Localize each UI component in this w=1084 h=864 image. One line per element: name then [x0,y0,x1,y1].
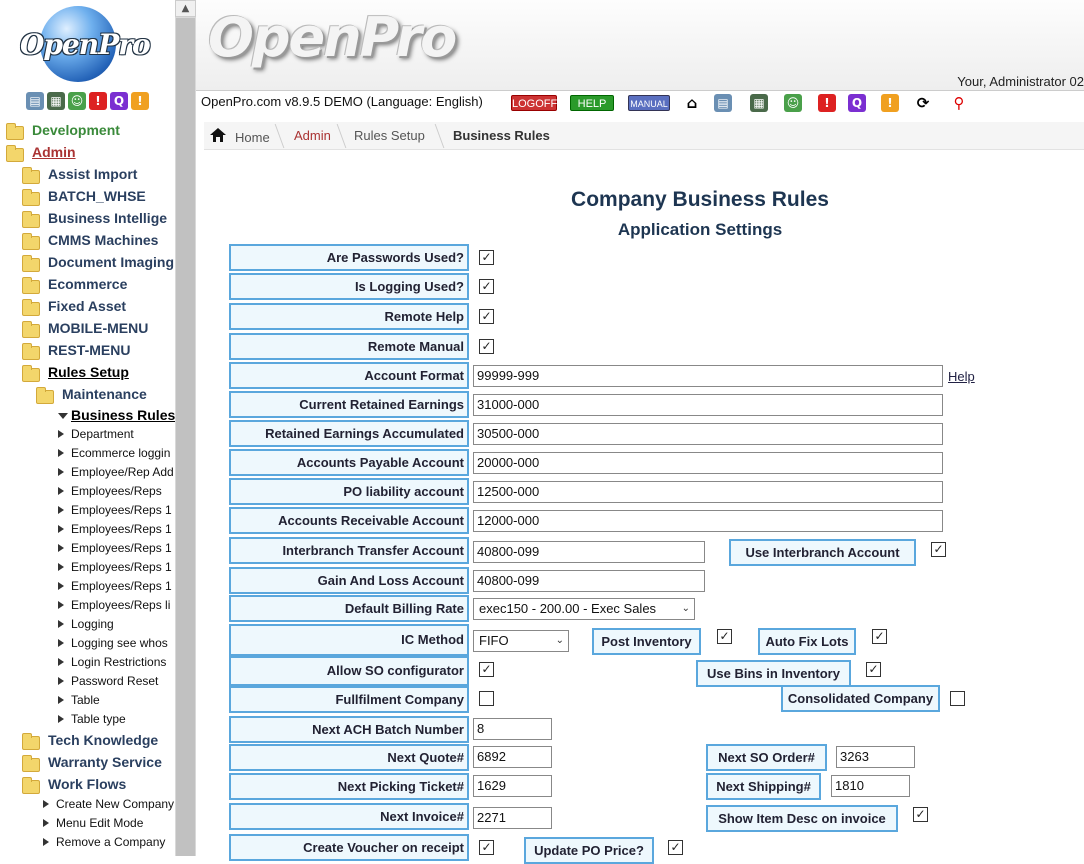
next-shipping-input[interactable]: 1810 [831,775,910,797]
menu-item[interactable] [0,298,175,320]
header-brand: OpenPro [208,6,456,69]
checkbox-post-inventory[interactable]: ✓ [717,629,732,644]
caret-right-icon [58,506,64,514]
label-update-po-price: Update PO Price? [524,837,654,864]
menu-item-label: Logging see whos [71,636,168,650]
label-next-so-order: Next SO Order# [706,744,827,771]
checkbox-consolidated-company[interactable] [950,691,965,706]
folder-icon [22,214,40,228]
caret-right-icon [58,601,64,609]
next-quote-input[interactable]: 6892 [473,746,552,768]
ic-method-value: FIFO [479,633,509,648]
crumb-current: Business Rules [453,128,550,143]
caret-right-icon [58,449,64,457]
menu-item[interactable] [0,276,175,298]
checkbox-create-voucher[interactable]: ✓ [479,840,494,855]
label-auto-fix-lots: Auto Fix Lots [758,628,856,655]
sidebar-scrollbar[interactable] [175,0,196,856]
menu-item-label: Work Flows [48,776,127,792]
menu-tree [0,120,175,856]
header [196,0,1084,90]
billing-rate-value: exec150 - 200.00 - Exec Sales [479,601,657,616]
label-passwords-used: Are Passwords Used? [229,244,469,271]
menu-item-label: Employees/Reps [71,484,162,498]
next-ach-input[interactable]: 8 [473,718,552,740]
menu-item[interactable] [0,754,175,776]
menu-item-label: Employees/Reps 1 [71,560,172,574]
label-next-shipping: Next Shipping# [706,773,821,800]
sidebar [0,0,196,856]
caret-right-icon [58,430,64,438]
caret-right-icon [58,639,64,647]
label-next-picking-ticket: Next Picking Ticket# [229,773,469,800]
help-link[interactable]: Help [948,369,975,384]
checkbox-remote-help[interactable]: ✓ [479,309,494,324]
menu-item[interactable] [0,320,175,342]
label-current-retained-earnings: Current Retained Earnings [229,391,469,418]
crumb-separator [426,124,445,148]
folder-icon [22,346,40,360]
menu-item-label: Create New Company [56,797,175,811]
label-use-interbranch: Use Interbranch Account [729,539,916,566]
next-so-order-input[interactable]: 3263 [836,746,915,768]
caret-right-icon [43,800,49,808]
calculator-icon[interactable]: ▦ [47,92,65,110]
toolbar [196,90,1084,114]
alert-icon[interactable]: ! [818,94,836,112]
folder-icon [22,780,40,794]
caret-right-icon [58,487,64,495]
menu-item-label: Employees/Reps 1 [71,522,172,536]
caret-right-icon [58,563,64,571]
caret-down-icon [58,413,68,419]
menu-item[interactable] [0,210,175,232]
menu-item-label: Maintenance [62,386,147,402]
page-subtitle: Application Settings [617,220,783,239]
menu-item-label: Employees/Reps li [71,598,171,612]
default-billing-rate-select[interactable] [473,598,695,620]
main-content [196,0,1084,856]
folder-icon [22,302,40,316]
logoff-button[interactable]: LOGOFF [511,95,557,111]
menu-item-label: MOBILE-MENU [48,320,149,336]
caret-right-icon [58,525,64,533]
caret-right-icon [43,838,49,846]
folder-icon [22,170,40,184]
checkbox-use-interbranch[interactable]: ✓ [931,542,946,557]
menu-item-label: Menu Edit Mode [56,816,144,830]
alert-icon[interactable]: ! [89,92,107,110]
crumb-home[interactable]: Home [235,130,270,145]
menu-item-label: Fixed Asset [48,298,127,314]
folder-icon [22,192,40,206]
checkbox-remote-manual[interactable]: ✓ [479,339,494,354]
menu-item[interactable] [0,188,175,210]
checkbox-fulfilment-company[interactable] [479,691,494,706]
menu-item-label: Document Imaging [48,254,175,270]
logo-text: OpenPro [20,28,150,61]
label-retained-earnings-accumulated: Retained Earnings Accumulated [229,420,469,447]
interbranch-transfer-input[interactable]: 40800-099 [473,541,705,563]
menu-item-label: Ecommerce loggin [71,446,171,460]
folder-icon [36,390,54,404]
info-icon[interactable]: ! [131,92,149,110]
checkbox-update-po-price[interactable]: ✓ [668,840,683,855]
q-icon[interactable]: Q [110,92,128,110]
menu-item-label: Employees/Reps 1 [71,579,172,593]
current-retained-earnings-input[interactable]: 31000-000 [473,394,943,416]
menu-item-label: Admin [32,144,76,160]
menu-item-label: Table type [71,712,126,726]
menu-item[interactable] [0,232,175,254]
menu-item-label: Ecommerce [48,276,128,292]
chevron-down-icon: ⌄ [681,603,690,614]
users-icon[interactable]: ☺ [68,92,86,110]
menu-item[interactable] [0,776,175,798]
folder-icon [22,258,40,272]
caret-right-icon [58,696,64,704]
search-icon[interactable]: ⚲ [950,94,968,112]
menu-item-label: REST-MENU [48,342,131,358]
menu-item-label: Warranty Service [48,754,162,770]
checkbox-show-item-desc[interactable]: ✓ [913,807,928,822]
caret-right-icon [58,677,64,685]
menu-item-label: BATCH_WHSE [48,188,146,204]
menu-item-label: Table [71,693,100,707]
label-account-format: Account Format [229,362,469,389]
menu-item[interactable] [0,711,175,733]
folder-icon [22,736,40,750]
menu-item-label: Employee/Rep Add [71,465,174,479]
q-icon[interactable]: Q [848,94,866,112]
caret-right-icon [43,819,49,827]
quick-icons [26,92,149,110]
menu-item-label: CMMS Machines [48,232,159,248]
next-invoice-input[interactable]: 2271 [473,807,552,829]
label-use-bins: Use Bins in Inventory [696,660,851,687]
menu-item-label: Tech Knowledge [48,732,159,748]
label-interbranch-transfer: Interbranch Transfer Account [229,537,469,564]
menu-item[interactable] [0,144,175,166]
menu-item[interactable] [0,364,175,386]
menu-item[interactable] [0,342,175,364]
manual-button[interactable]: MANUAL [628,95,670,111]
menu-item-label: Logging [71,617,114,631]
home-icon[interactable] [210,128,226,142]
printer-icon[interactable]: ▤ [26,92,44,110]
label-remote-manual: Remote Manual [229,333,469,360]
label-ic-method: IC Method [229,624,469,656]
gain-loss-input[interactable]: 40800-099 [473,570,705,592]
checkbox-allow-so-configurator[interactable]: ✓ [479,662,494,677]
label-accounts-receivable: Accounts Receivable Account [229,507,469,534]
label-logging-used: Is Logging Used? [229,273,469,300]
menu-item-label: Login Restrictions [71,655,167,669]
menu-item[interactable] [0,386,175,408]
caret-right-icon [58,620,64,628]
folder-icon [6,126,24,140]
next-picking-ticket-input[interactable]: 1629 [473,775,552,797]
menu-item[interactable] [0,166,175,188]
folder-icon [22,324,40,338]
crumb-rules-setup[interactable]: Rules Setup [354,128,425,143]
label-post-inventory: Post Inventory [592,628,701,655]
menu-item-label: Assist Import [48,166,138,182]
users-icon[interactable]: ☺ [784,94,802,112]
caret-right-icon [58,582,64,590]
caret-right-icon [58,468,64,476]
label-accounts-payable: Accounts Payable Account [229,449,469,476]
accounts-receivable-input[interactable]: 12000-000 [473,510,943,532]
openpro-logo[interactable] [20,6,150,84]
label-show-item-desc: Show Item Desc on invoice [706,805,898,832]
checkbox-passwords-used[interactable]: ✓ [479,250,494,265]
label-gain-loss: Gain And Loss Account [229,567,469,594]
chevron-down-icon: ⌄ [555,635,564,646]
checkbox-logging-used[interactable]: ✓ [479,279,494,294]
ic-method-select[interactable] [473,630,569,652]
refresh-icon[interactable]: ⟳ [914,94,932,112]
label-default-billing-rate: Default Billing Rate [229,595,469,622]
label-remote-help: Remote Help [229,303,469,330]
home-icon[interactable]: ⌂ [683,94,701,112]
menu-item-label: Employees/Reps 1 [71,503,172,517]
scroll-up-icon[interactable]: ▲ [175,0,196,17]
label-fulfilment-company: Fullfilment Company [229,686,469,713]
crumb-admin[interactable]: Admin [294,128,331,143]
menu-item[interactable] [0,834,175,856]
folder-icon [22,368,40,382]
menu-item-label: Rules Setup [48,364,129,380]
checkbox-use-bins[interactable]: ✓ [866,662,881,677]
account-format-input[interactable]: 99999-999 [473,365,943,387]
user-info: Your, Administrator 02 [957,74,1084,89]
menu-item-label: Development [32,122,120,138]
folder-icon [6,148,24,162]
menu-item-label: Employees/Reps 1 [71,541,172,555]
help-button[interactable]: HELP [570,95,614,111]
label-next-ach: Next ACH Batch Number [229,716,469,743]
label-next-invoice: Next Invoice# [229,803,469,830]
menu-item-label: Business Intellige [48,210,168,226]
retained-earnings-accumulated-input[interactable]: 30500-000 [473,423,943,445]
printer-icon[interactable]: ▤ [714,94,732,112]
info-icon[interactable]: ! [881,94,899,112]
breadcrumb [204,122,1084,150]
checkbox-auto-fix-lots[interactable]: ✓ [872,629,887,644]
calculator-icon[interactable]: ▦ [750,94,768,112]
caret-right-icon [58,658,64,666]
menu-item-label: Remove a Company [56,835,166,849]
menu-item[interactable] [0,732,175,754]
menu-item-label: Department [71,427,134,441]
scroll-thumb[interactable] [176,18,195,856]
po-liability-input[interactable]: 12500-000 [473,481,943,503]
caret-right-icon [58,544,64,552]
label-create-voucher: Create Voucher on receipt [229,834,469,861]
menu-item-label: Business Rules [71,407,175,423]
label-po-liability: PO liability account [229,478,469,505]
caret-right-icon [58,715,64,723]
folder-icon [22,280,40,294]
menu-item[interactable] [0,122,175,144]
label-consolidated-company: Consolidated Company [781,685,940,712]
menu-item[interactable] [0,254,175,276]
version-text: OpenPro.com v8.9.5 DEMO (Language: English) [201,94,483,109]
accounts-payable-input[interactable]: 20000-000 [473,452,943,474]
label-allow-so-configurator: Allow SO configurator [229,656,469,686]
label-next-quote: Next Quote# [229,744,469,771]
folder-icon [22,236,40,250]
page-title: Company Business Rules [571,188,829,211]
folder-icon [22,758,40,772]
menu-item-label: Password Reset [71,674,159,688]
